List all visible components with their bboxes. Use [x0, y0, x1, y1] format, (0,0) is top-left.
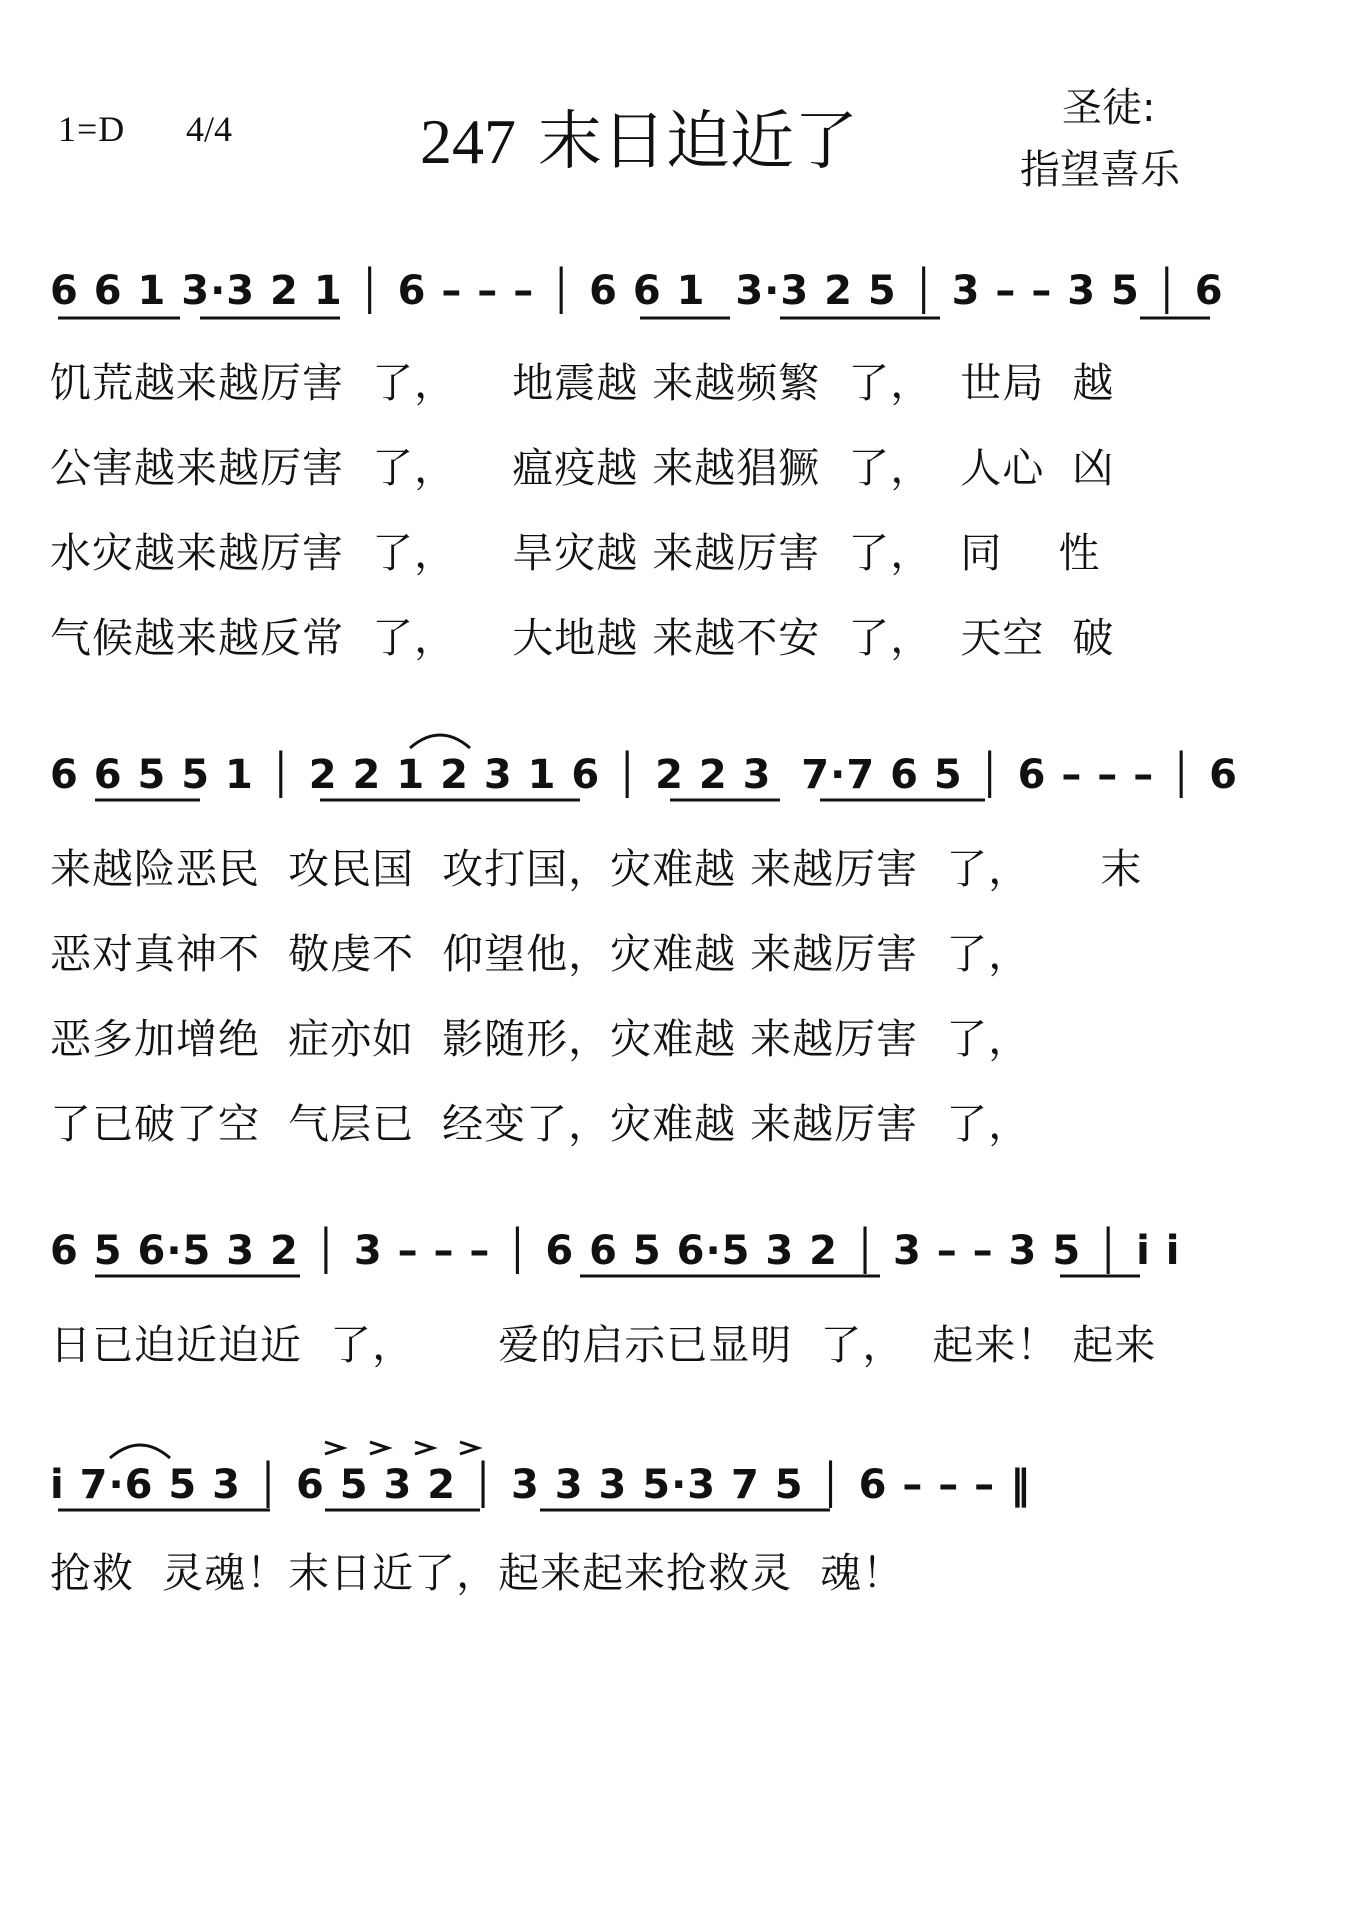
lyric-verse-4: 气候越来越反常 了， 大地越 来越不安 了， 天空 破: [50, 614, 1115, 662]
hymn-title: [420, 90, 858, 182]
accent-mark: [370, 1442, 388, 1454]
hymn-subcategory: 指望喜乐: [1020, 147, 1180, 193]
slur-arc: [410, 735, 470, 748]
hymn-number: 247: [420, 106, 516, 177]
hymn-category: 圣徒:: [1062, 85, 1156, 131]
notation-line: i 7·6 5 3 │ 6 5 3 2 │ 3 3 3 5·3 7 5 │ 6 – – – ‖: [50, 1462, 1032, 1508]
notation-line: 6 5 6·5 3 2 │ 3 – – – │ 6 6 5 6·5 3 2 │ 3 – – 3 5 │ i i: [50, 1228, 1181, 1274]
lyric-chorus-end: 抢救 灵魂！末日近了，起来起来抢救灵 魂！: [50, 1549, 905, 1597]
notation-line: 6 6 1 3·3 2 1 │ 6 – – – │ 6 6 1 3·3 2 5 │ 3 – – 3 5 │ 6: [50, 268, 1224, 314]
accent-mark: [325, 1442, 343, 1454]
lyric-verse-3: 恶多加增绝 症亦如 影随形，灾难越 来越厉害 了，: [50, 1015, 1031, 1063]
lyric-verse-2: 公害越来越厉害 了， 瘟疫越 来越猖獗 了， 人心 凶: [50, 444, 1115, 492]
hymn-name: 末日迫近了: [538, 105, 858, 179]
accent-mark: [460, 1442, 478, 1454]
slur-arc: [110, 1445, 170, 1458]
notation-line: 6 6 5 5 1 │ 2 2 1 2 3 1 6 │ 2 2 3 7·7 6 5 │ 6 – – – │ 6: [50, 752, 1238, 798]
lyric-verse-1: 饥荒越来越厉害 了， 地震越 来越频繁 了， 世局 越: [50, 359, 1115, 407]
lyric-verse-1: 来越险恶民 攻民国 攻打国，灾难越 来越厉害 了， 末: [50, 845, 1143, 893]
lyric-chorus: 日已迫近迫近 了， 爱的启示已显明 了， 起来！ 起来: [50, 1321, 1157, 1369]
time-signature: 4/4: [186, 109, 233, 149]
key-signature: 1=D: [58, 109, 126, 149]
accent-mark: [415, 1442, 433, 1454]
lyric-verse-4: 了已破了空 气层已 经变了，灾难越 来越厉害 了，: [50, 1100, 1031, 1148]
lyric-verse-2: 恶对真神不 敬虔不 仰望他，灾难越 来越厉害 了，: [50, 930, 1031, 978]
lyric-verse-3: 水灾越来越厉害 了， 旱灾越 来越厉害 了， 同 性: [50, 529, 1101, 577]
